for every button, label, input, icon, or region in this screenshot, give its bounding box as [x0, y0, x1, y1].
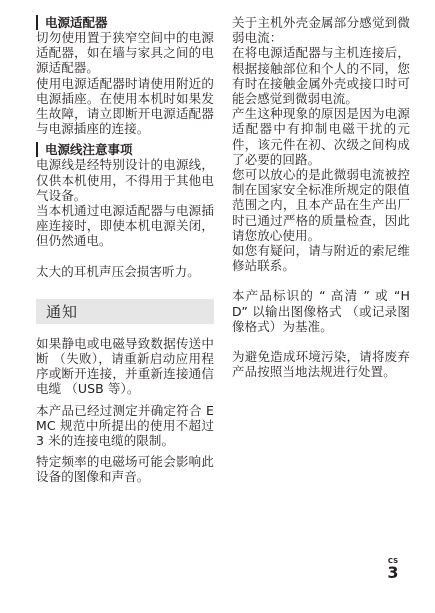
language-code: CS — [387, 557, 399, 565]
power-cord-paragraph-1: 电源线是经特别设计的电源线，仅供本机使用，不得用于其他电气设备。 — [36, 157, 214, 203]
notice-section-header — [36, 299, 214, 324]
notice-paragraph-3: 特定频率的电磁场可能会影响此设备的图像和声音。 — [36, 454, 214, 485]
notice-title: 通知 — [46, 302, 79, 321]
leakage-current-paragraph-1: 在将电源适配器与主机连接后，根据接触部位和个人的不同，您有时在接触金属外壳或接口时可能会感觉到微弱电流。 — [232, 45, 410, 107]
power-adapter-paragraph-2: 使用电源适配器时请使用附近的电源插座。在使用本机时如果发生故障，请立即断开电源适配器与电源插座的连接。 — [36, 75, 214, 137]
power-cord-heading: 电源线注意事项 — [36, 142, 214, 157]
disposal-note: 为避免造成环境污染，请将废弃产品按照当地法规进行处置。 — [232, 349, 410, 380]
power-adapter-heading: 电源适配器 — [36, 15, 214, 30]
right-column — [232, 15, 410, 379]
power-adapter-paragraph-1: 切勿使用置于狭窄空间中的电源适配器，如在墙与家具之间的电源适配器。 — [36, 30, 214, 76]
left-column — [36, 15, 214, 485]
leakage-current-paragraph-3: 您可以放心的是此微弱电流被控制在国家安全标准所规定的限值范围之内，且本产品在生产出厂时已通过严格的质量检查，因此请您放心使用。 — [232, 167, 410, 243]
page-number-block — [386, 557, 400, 581]
notice-paragraph-2: 本产品已经过测定并确定符合 EMC 规范中所提出的使用不超过 3 米的连接电缆的限制。 — [36, 402, 214, 449]
page-number: 3 — [387, 563, 399, 582]
hd-format-note: 本产品标识的 “ 高清 ” 或 “HD” 以输出图像格式 （或记录图像格式）为基准。 — [232, 288, 410, 334]
earphone-warning: 太大的耳机声压会损害听力。 — [36, 263, 200, 279]
leakage-current-paragraph-4: 如您有疑问，请与附近的索尼维修站联系。 — [232, 243, 410, 274]
leakage-current-heading: 关于主机外壳金属部分感觉到微弱电流： — [232, 15, 410, 46]
notice-paragraph-1: 如果静电或电磁导致数据传送中断 （失败），请重新启动应用程序或断开连接，并重新连接通信电缆 （USB 等）。 — [36, 335, 214, 397]
power-cord-paragraph-2: 当本机通过电源适配器与电源插座连接时，即使本机电源关闭，但仍然通电。 — [36, 203, 214, 249]
leakage-current-paragraph-2: 产生这种现象的原因是因为电源适配器中有抑制电磁干扰的元件，该元件在初、次级之间构成了必要的回路。 — [232, 106, 410, 167]
